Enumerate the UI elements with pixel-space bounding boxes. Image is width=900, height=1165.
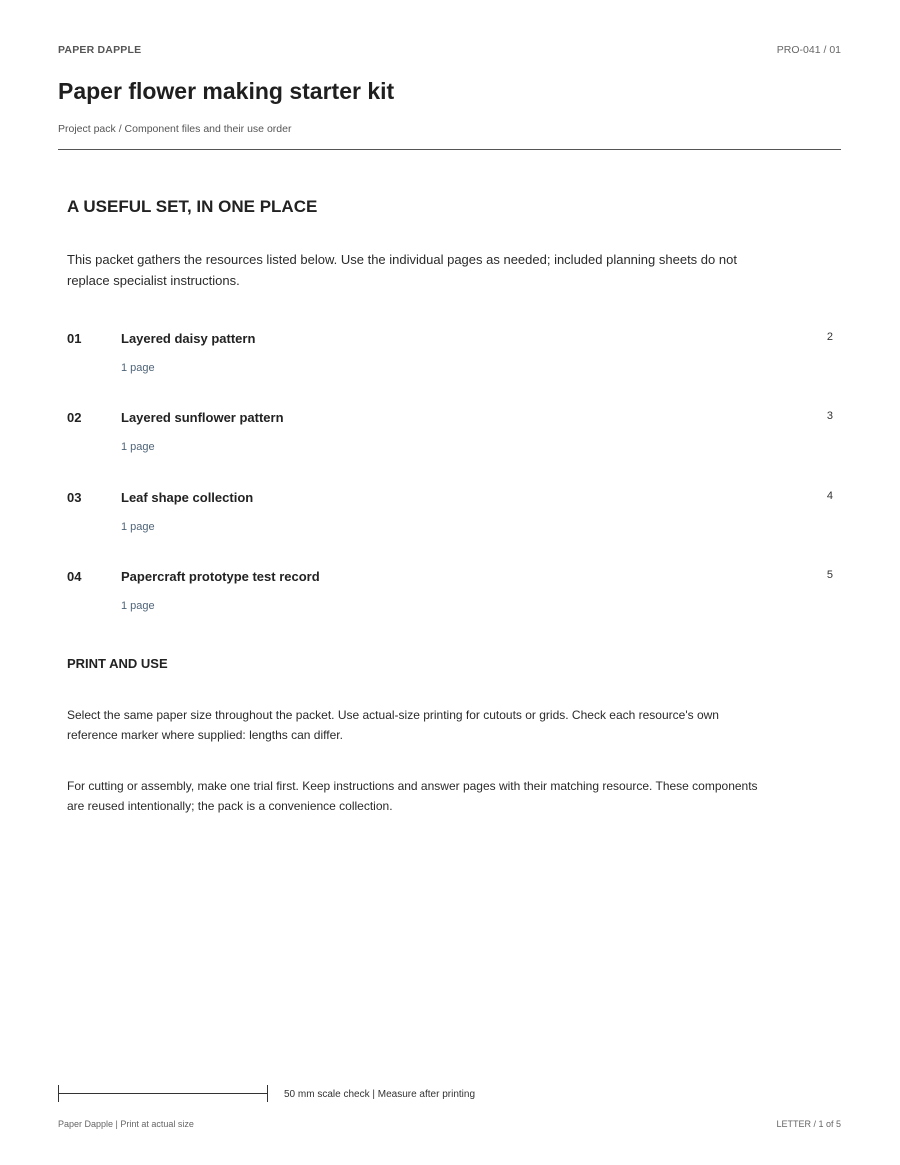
contents-item bbox=[67, 490, 833, 569]
document-id: PRO-041 / 01 bbox=[776, 44, 841, 56]
item-number: 02 bbox=[67, 410, 82, 426]
scale-label: 50 mm scale check | Measure after printing bbox=[284, 1089, 476, 1100]
item-title: Layered daisy pattern bbox=[121, 331, 256, 346]
item-number: 01 bbox=[67, 331, 82, 346]
item-title: Leaf shape collection bbox=[121, 489, 254, 505]
contents-item bbox=[67, 331, 833, 410]
scale-bar-tick-start bbox=[58, 1085, 59, 1102]
item-page-count: 1 page bbox=[121, 599, 155, 612]
contents-item bbox=[67, 410, 833, 489]
intro-paragraph: This packet gathers the resources listed below. Use the individual pages as needed; included planning sheets do not replace specialist instructions. bbox=[67, 252, 737, 288]
item-page-number: 2 bbox=[826, 331, 833, 343]
brand-label: PAPER DAPPLE bbox=[58, 44, 142, 56]
item-page-number: 3 bbox=[826, 410, 833, 423]
footer-left: Paper Dapple | Print at actual size bbox=[58, 1119, 194, 1129]
page-subtitle: Project pack / Component files and their use order bbox=[58, 123, 292, 135]
print-use-paragraph: Select the same paper size throughout the packet. Use actual-size printing for cutouts or grids. Check each resource's own reference marker where supplied: lengths can differ. bbox=[67, 708, 719, 742]
scale-bar bbox=[58, 1085, 268, 1103]
print-use-heading: PRINT AND USE bbox=[67, 656, 168, 671]
item-page-count: 1 page bbox=[121, 441, 155, 454]
contents-item bbox=[67, 569, 833, 648]
page-title: Paper flower making starter kit bbox=[58, 78, 395, 104]
contents-list bbox=[67, 331, 833, 648]
item-page-count: 1 page bbox=[121, 362, 155, 374]
item-title: Layered sunflower pattern bbox=[121, 410, 284, 426]
item-number: 03 bbox=[67, 489, 82, 505]
item-page-number: 4 bbox=[826, 489, 833, 502]
item-title: Papercraft prototype test record bbox=[121, 568, 320, 584]
scale-bar-line bbox=[58, 1093, 268, 1094]
section-heading: A USEFUL SET, IN ONE PLACE bbox=[67, 197, 318, 216]
print-use-paragraph: For cutting or assembly, make one trial first. Keep instructions and answer pages with their matching resource. These components are reused intentionally; the pack is a convenience collection. bbox=[67, 779, 758, 813]
item-number: 04 bbox=[67, 568, 82, 584]
footer-page-info: LETTER / 1 of 5 bbox=[776, 1119, 841, 1129]
scale-bar-tick-end bbox=[267, 1085, 268, 1102]
item-page-number: 5 bbox=[826, 568, 833, 581]
item-page-count: 1 page bbox=[121, 520, 155, 533]
header-rule bbox=[58, 149, 841, 150]
